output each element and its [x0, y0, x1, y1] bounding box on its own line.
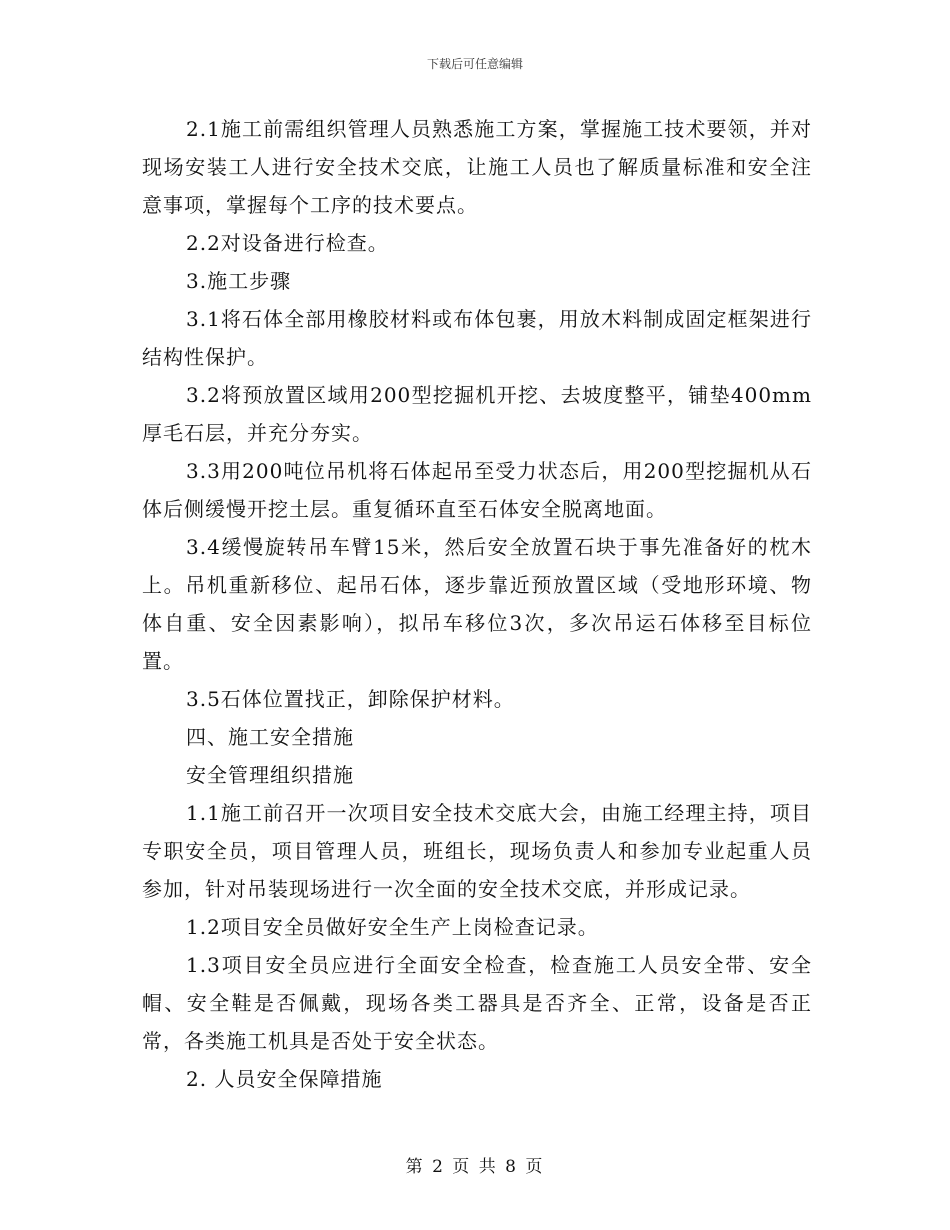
- paragraph: 2.1施工前需组织管理人员熟悉施工方案，掌握施工技术要领，并对现场安装工人进行安全技术交底，让施工人员也了解质量标准和安全注意事项，掌握每个工序的技术要点。: [142, 117, 812, 217]
- paragraph: 1.2项目安全员做好安全生产上岗检查记录。: [186, 915, 599, 939]
- page-header-note: 下载后可任意编辑: [426, 57, 523, 71]
- paragraph: 2.2对设备进行检查。: [186, 231, 389, 255]
- paragraph: 3.3用200吨位吊机将石体起吊至受力状态后，用200型挖掘机从石体后侧缓慢开挖土层。重复循环直至石体安全脱离地面。: [142, 459, 812, 521]
- paragraph: 3.4缓慢旋转吊车臂15米，然后安全放置石块于事先准备好的枕木上。吊机重新移位、起吊石体，逐步靠近预放置区域（受地形环境、物体自重、安全因素影响），拟吊车移位3次，多次吊运石体移至目标位置。: [142, 535, 812, 673]
- section-heading: 四、施工安全措施: [186, 725, 354, 749]
- page-number: 第 2 页 共 8 页: [405, 1157, 545, 1177]
- section-heading: 2. 人员安全保障措施: [186, 1067, 383, 1091]
- paragraph: 1.3项目安全员应进行全面安全检查，检查施工人员安全带、安全帽、安全鞋是否佩戴，现场各类工器具是否齐全、正常，设备是否正常，各类施工机具是否处于安全状态。: [142, 953, 812, 1053]
- section-heading: 安全管理组织措施: [186, 763, 354, 787]
- paragraph: 3.5石体位置找正，卸除保护材料。: [186, 687, 515, 711]
- document-body: [142, 110, 812, 1098]
- paragraph: 3.1将石体全部用橡胶材料或布体包裹，用放木料制成固定框架进行结构性保护。: [142, 307, 812, 369]
- paragraph: 3.2将预放置区域用200型挖掘机开挖、去坡度整平，铺垫400mm厚毛石层，并充分夯实。: [142, 383, 812, 445]
- paragraph: 1.1施工前召开一次项目安全技术交底大会，由施工经理主持，项目专职安全员，项目管理人员，班组长，现场负责人和参加专业起重人员参加，针对吊装现场进行一次全面的安全技术交底，并形成记录。: [142, 801, 812, 901]
- section-heading: 3.施工步骤: [186, 269, 292, 293]
